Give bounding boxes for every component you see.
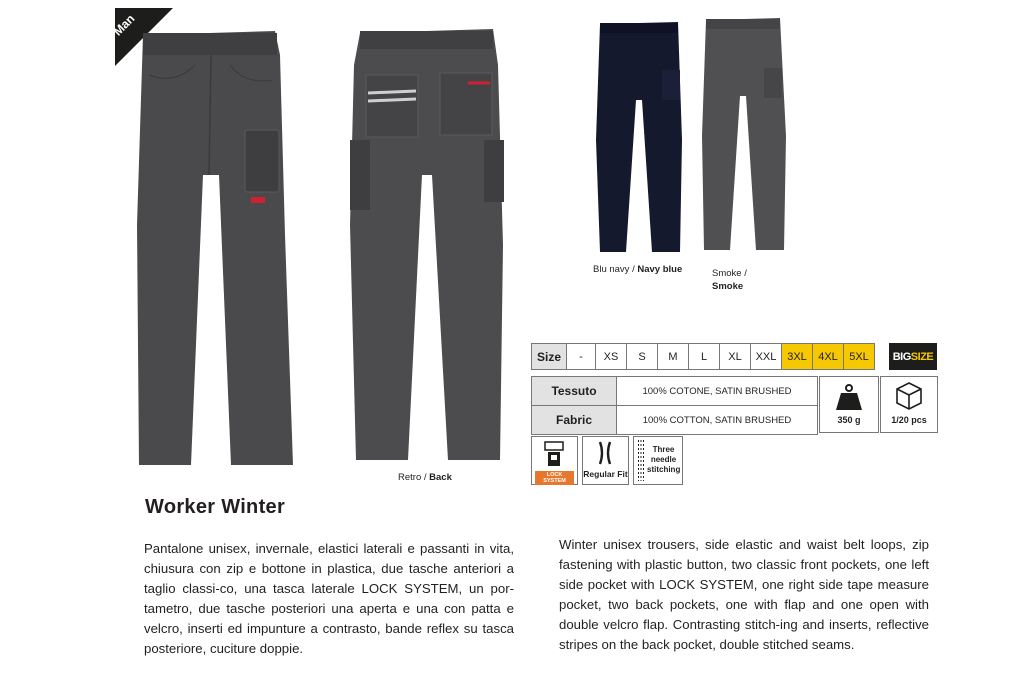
pack-label: 1/20 pcs <box>891 415 927 425</box>
fabric-table <box>531 376 818 435</box>
fabric-value-en: 100% COTTON, SATIN BRUSHED <box>617 406 818 435</box>
size-cell: S <box>627 344 658 370</box>
lock-system-label: LOCK SYSTEM <box>535 471 574 485</box>
back-caption: Retro / Back <box>398 472 452 483</box>
fabric-label-it: Tessuto <box>532 377 617 406</box>
back-pants-image <box>348 25 508 463</box>
product-title: Worker Winter <box>145 496 286 518</box>
front-pants-image <box>135 25 295 470</box>
pack-box <box>880 376 938 433</box>
smoke-pants-image <box>700 16 790 252</box>
stitching-icon <box>637 440 645 481</box>
size-cell: L <box>689 344 720 370</box>
size-cell-big: 4XL <box>813 344 844 370</box>
stitching-label: Three needle stitching <box>647 445 681 474</box>
size-cell: - <box>567 344 596 370</box>
lock-system-box <box>531 436 578 485</box>
size-header: Size <box>532 344 567 370</box>
stitching-box <box>633 436 683 485</box>
fabric-value-it: 100% COTONE, SATIN BRUSHED <box>617 377 818 406</box>
fabric-label-en: Fabric <box>532 406 617 435</box>
size-table <box>531 343 875 370</box>
size-cell: M <box>658 344 689 370</box>
weight-label: 350 g <box>837 415 861 425</box>
size-cell: XS <box>596 344 627 370</box>
size-cell-big: 5XL <box>844 344 875 370</box>
man-badge-label: Man <box>110 11 138 39</box>
smoke-caption: Smoke / Smoke <box>712 268 747 292</box>
box-icon <box>895 381 923 411</box>
regular-fit-label: Regular Fit <box>583 469 628 479</box>
navy-caption: Blu navy / Navy blue <box>593 264 683 275</box>
size-cell: XXL <box>751 344 782 370</box>
description-english: Winter unisex trousers, side elastic and waist belt loops, zip fastening with plastic button, two classic front pockets, one left side pocket with LOCK SYSTEM, one right side tape measure pocket, two back pockets, one with flap and one open with double velcro flap. Contrasting stitch-ing and inserts, reflective stripes on the back pocket, double stitched seams. <box>559 537 929 653</box>
weight-icon <box>835 383 863 411</box>
navy-pants-image <box>594 20 686 255</box>
description-italian: Pantalone unisex, invernale, elastici laterali e passanti in vita, chiusura con zip e bottone in plastica, due tasche anteriori a taglio classi-co, una tasca laterale LOCK SYSTEM, un por-tametro, due tasche posteriori una aperta e una con patta e velcro, inserti ed impunture a contrasto, bande reflex su tasca posteriore, cuciture doppie. <box>144 541 514 657</box>
size-cell: XL <box>720 344 751 370</box>
regular-fit-box <box>582 436 629 485</box>
lock-system-icon <box>542 440 566 468</box>
regular-fit-icon <box>593 441 617 465</box>
big-size-badge: BIG SIZE <box>889 343 937 370</box>
weight-box <box>819 376 879 433</box>
size-cell-big: 3XL <box>782 344 813 370</box>
